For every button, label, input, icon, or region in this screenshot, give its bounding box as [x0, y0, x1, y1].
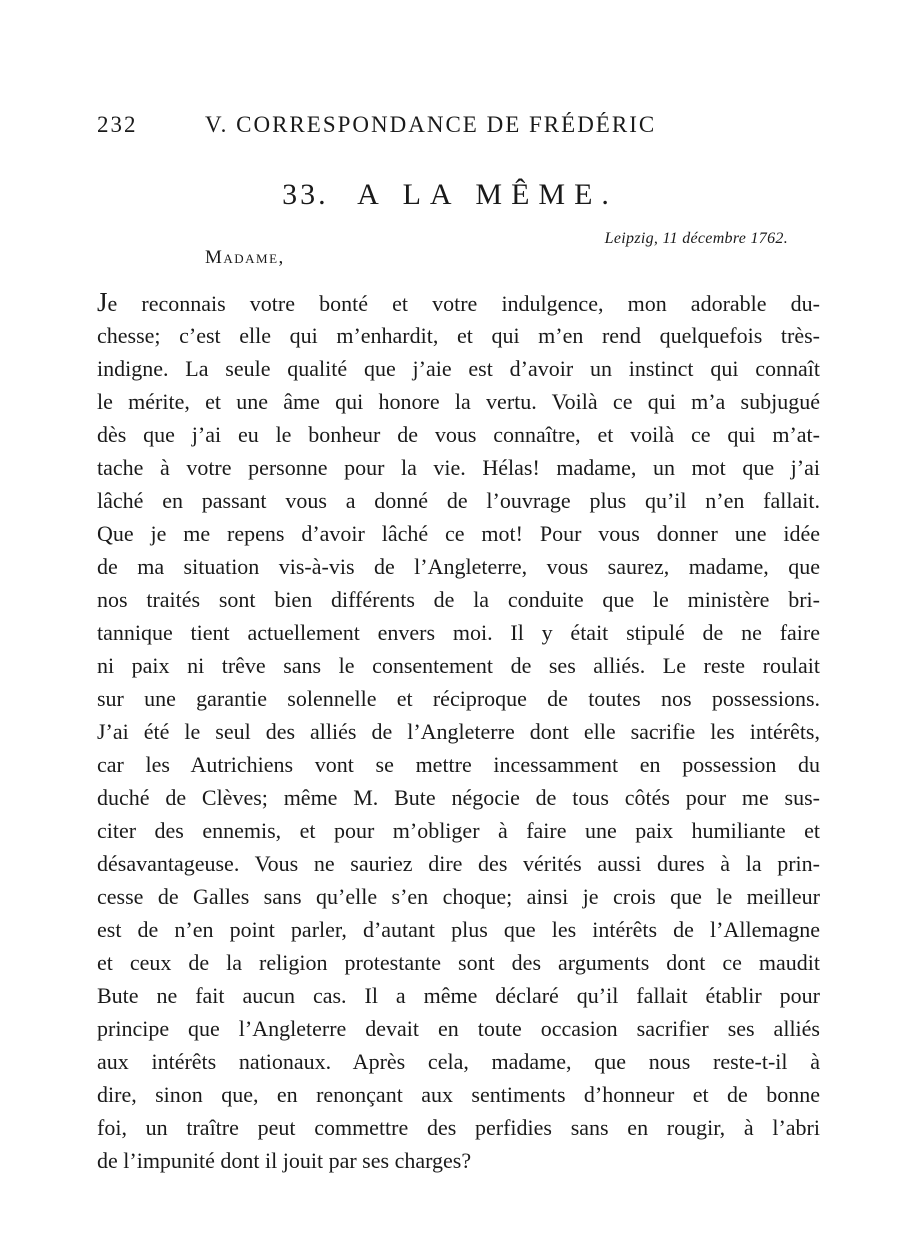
- text-line: [97, 979, 820, 1012]
- text-line: [97, 550, 820, 583]
- text-line-content: indigne. La seule qualité que j’aie est d’avoir un instinct qui connaît: [97, 356, 820, 381]
- text-line: [97, 1045, 820, 1078]
- text-line: [97, 1012, 820, 1045]
- text-line: [97, 385, 820, 418]
- text-line-content: désavantageuse. Vous ne sauriez dire des vérités aussi dures à la prin-: [97, 851, 820, 876]
- text-line-content: et ceux de la religion protestante sont des arguments dont ce maudit: [97, 950, 820, 975]
- dateline: Leipzig, 11 décembre 1762.: [604, 230, 788, 247]
- text-line-content: J’ai été le seul des alliés de l’Angleterre dont elle sacrifie les intérêts,: [97, 719, 820, 744]
- text-line: [97, 814, 820, 847]
- text-line: [97, 451, 820, 484]
- text-line-content: nos traités sont bien différents de la conduite que le ministère bri-: [97, 587, 820, 612]
- text-line-content: chesse; c’est elle qui m’enhardit, et qui m’en rend quelquefois très-: [97, 323, 820, 348]
- text-line-content: car les Autrichiens vont se mettre incessamment en possession du: [97, 752, 820, 777]
- text-line: [97, 352, 820, 385]
- text-line-content: tache à votre personne pour la vie. Hélas! madame, un mot que j’ai: [97, 455, 820, 480]
- text-line-content: tannique tient actuellement envers moi. Il y était stipulé de ne faire: [97, 620, 820, 645]
- text-line: [97, 286, 820, 319]
- text-line: [97, 484, 820, 517]
- initial-letter: J: [97, 287, 108, 317]
- letter-body: [97, 286, 820, 1177]
- text-line: [97, 880, 820, 913]
- text-line-content: sur une garantie solennelle et réciproque de toutes nos possessions.: [97, 686, 820, 711]
- text-line: [97, 946, 820, 979]
- text-line-content: citer des ennemis, et pour m’obliger à faire une paix humiliante et: [97, 818, 820, 843]
- text-line: [97, 682, 820, 715]
- text-line-content: ni paix ni trêve sans le consentement de ses alliés. Le reste roulait: [97, 653, 820, 678]
- text-line: [97, 517, 820, 550]
- text-line-content: dire, sinon que, en renonçant aux sentiments d’honneur et de bonne: [97, 1082, 820, 1107]
- text-line-content: de ma situation vis-à-vis de l’Angleterre, vous saurez, madame, que: [97, 554, 820, 579]
- text-line: [97, 319, 820, 352]
- text-line-content: de l’impunité dont il jouit par ses charges?: [97, 1148, 472, 1173]
- text-line-content: cesse de Galles sans qu’elle s’en choque; ainsi je crois que le meilleur: [97, 884, 820, 909]
- text-line-content: duché de Clèves; même M. Bute négocie de tous côtés pour me sus-: [97, 785, 820, 810]
- running-head: [97, 112, 727, 142]
- text-line: [97, 781, 820, 814]
- text-line: [97, 583, 820, 616]
- text-line-content: foi, un traître peut commettre des perfidies sans en rougir, à l’abri: [97, 1115, 820, 1140]
- text-line-content: le mérite, et une âme qui honore la vertu. Voilà ce qui m’a subjugué: [97, 389, 820, 414]
- page-number: 232: [97, 112, 138, 137]
- text-line-content: dès que j’ai eu le bonheur de vous connaître, et voilà ce qui m’at-: [97, 422, 820, 447]
- text-line-content: e reconnais votre bonté et votre indulgence, mon adorable du-: [107, 291, 820, 316]
- text-line-content: Que je me repens d’avoir lâché ce mot! Pour vous donner une idée: [97, 521, 820, 546]
- text-line-content: Bute ne fait aucun cas. Il a même déclaré qu’il fallait établir pour: [97, 983, 820, 1008]
- text-line: [97, 1078, 820, 1111]
- letter-title: [0, 178, 900, 212]
- text-line: [97, 1111, 820, 1144]
- text-line-content: principe que l’Angleterre devait en toute occasion sacrifier ses alliés: [97, 1016, 820, 1041]
- text-line: [97, 748, 820, 781]
- text-line: [97, 418, 820, 451]
- text-line-content: aux intérêts nationaux. Après cela, madame, que nous reste-t-il à: [97, 1049, 820, 1074]
- text-line-content: est de n’en point parler, d’autant plus que les intérêts de l’Allemagne: [97, 917, 820, 942]
- text-line: [97, 913, 820, 946]
- text-line-content: lâché en passant vous a donné de l’ouvrage plus qu’il n’en fallait.: [97, 488, 820, 513]
- text-line: [97, 715, 820, 748]
- letter-heading: A LA MÊME.: [357, 178, 618, 211]
- running-title: V. CORRESPONDANCE DE FRÉDÉRIC: [205, 112, 657, 137]
- text-line: [97, 847, 820, 880]
- text-line: [97, 649, 820, 682]
- text-line: [97, 616, 820, 649]
- salutation: Madame,: [205, 247, 285, 268]
- letter-number: 33.: [282, 178, 329, 211]
- text-line: [97, 1144, 820, 1177]
